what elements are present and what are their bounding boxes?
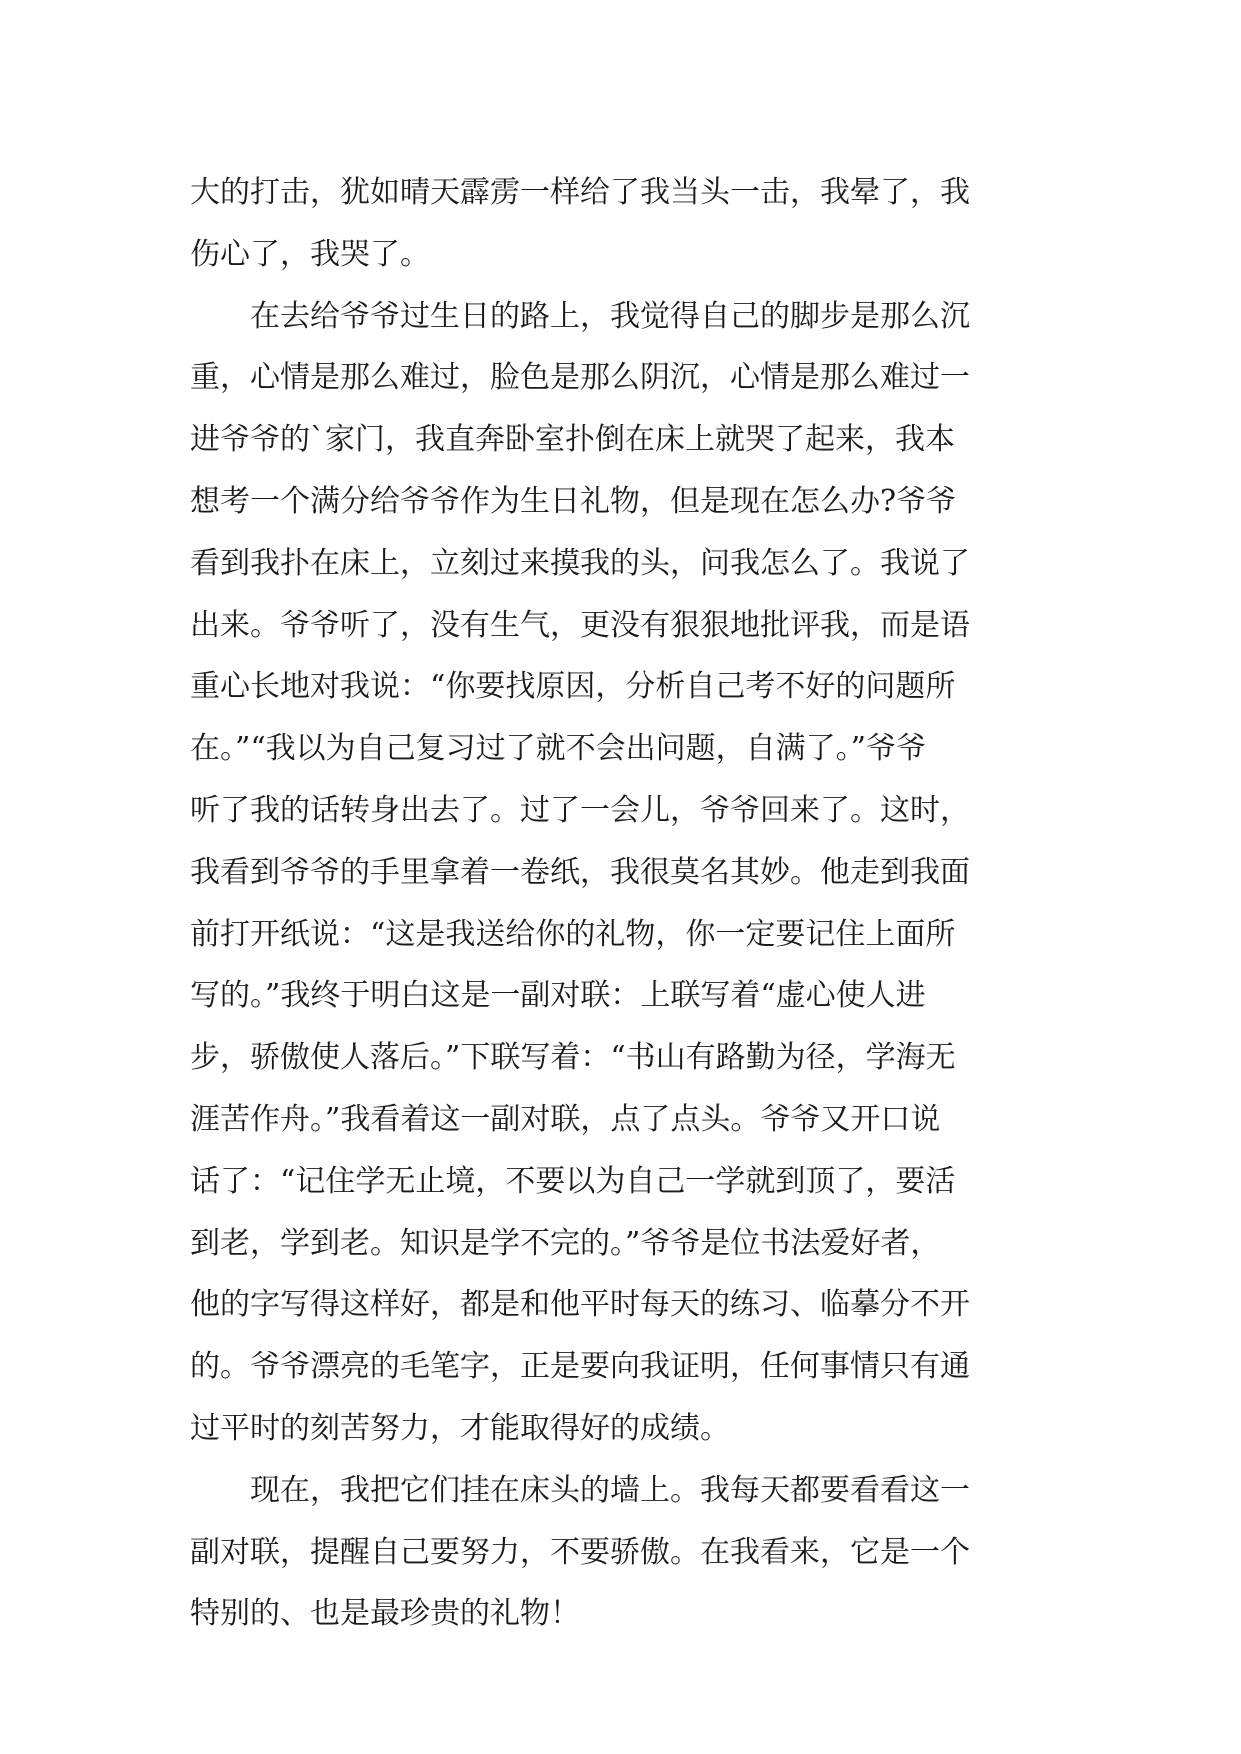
text-line: 伤心了，我哭了。 [190, 236, 430, 272]
text-line: 在。”“我以为自己复习过了就不会出问题，自满了。”爷爷 [190, 731, 927, 767]
text-line: 大的打击，犹如晴天霹雳一样给了我当头一击，我晕了，我 [190, 175, 970, 210]
text-line: 重，心情是那么难过，脸色是那么阴沉，心情是那么难过一 [190, 360, 970, 396]
text-line: 写的。”我终于明白这是一副对联：上联写着“虚心使人进 [190, 978, 926, 1014]
text-line: 听了我的话转身出去了。过了一会儿，爷爷回来了。这时， [190, 792, 970, 828]
text-line: 副对联，提醒自己要努力，不要骄傲。在我看来，它是一个 [190, 1534, 970, 1570]
text-line: 他的字写得这样好，都是和他平时每天的练习、临摹分不开 [190, 1287, 970, 1323]
text-line: 过平时的刻苦努力，才能取得好的成绩。 [190, 1410, 730, 1446]
text-line: 特别的、也是最珍贵的礼物！ [190, 1596, 580, 1632]
text-line: 前打开纸说：“这是我送给你的礼物，你一定要记住上面所 [190, 916, 956, 952]
text-line: 进爷爷的`家门，我直奔卧室扑倒在床上就哭了起来，我本 [190, 422, 955, 458]
text-line: 看到我扑在床上，立刻过来摸我的头，问我怎么了。我说了 [190, 545, 970, 581]
text-line: 想考一个满分给爷爷作为生日礼物，但是现在怎么办?爷爷 [190, 483, 957, 519]
body-text [190, 162, 1060, 1645]
text-line: 出来。爷爷听了，没有生气，更没有狠狠地批评我，而是语 [190, 607, 970, 643]
text-line: 到老，学到老。知识是学不完的。”爷爷是位书法爱好者， [190, 1225, 941, 1261]
text-line: 现在，我把它们挂在床头的墙上。我每天都要看看这一 [190, 1472, 970, 1508]
text-line: 重心长地对我说：“你要找原因，分析自己考不好的问题所 [190, 669, 956, 705]
text-line: 步，骄傲使人落后。”下联写着：“书山有路勤为径，学海无 [190, 1040, 956, 1076]
text-line: 的。爷爷漂亮的毛笔字，正是要向我证明，任何事情只有通 [190, 1349, 970, 1385]
paragraph-2 [190, 286, 1060, 1460]
text-line: 涯苦作舟。”我看着这一副对联，点了点头。爷爷又开口说 [190, 1101, 941, 1137]
text-line: 话了：“记住学无止境，不要以为自己一学就到顶了，要活 [190, 1163, 956, 1199]
paragraph-1 [190, 162, 1060, 286]
text-line: 我看到爷爷的手里拿着一卷纸，我很莫名其妙。他走到我面 [190, 854, 970, 890]
text-line: 在去给爷爷过生日的路上，我觉得自己的脚步是那么沉 [190, 298, 970, 334]
paragraph-3 [190, 1460, 1060, 1645]
